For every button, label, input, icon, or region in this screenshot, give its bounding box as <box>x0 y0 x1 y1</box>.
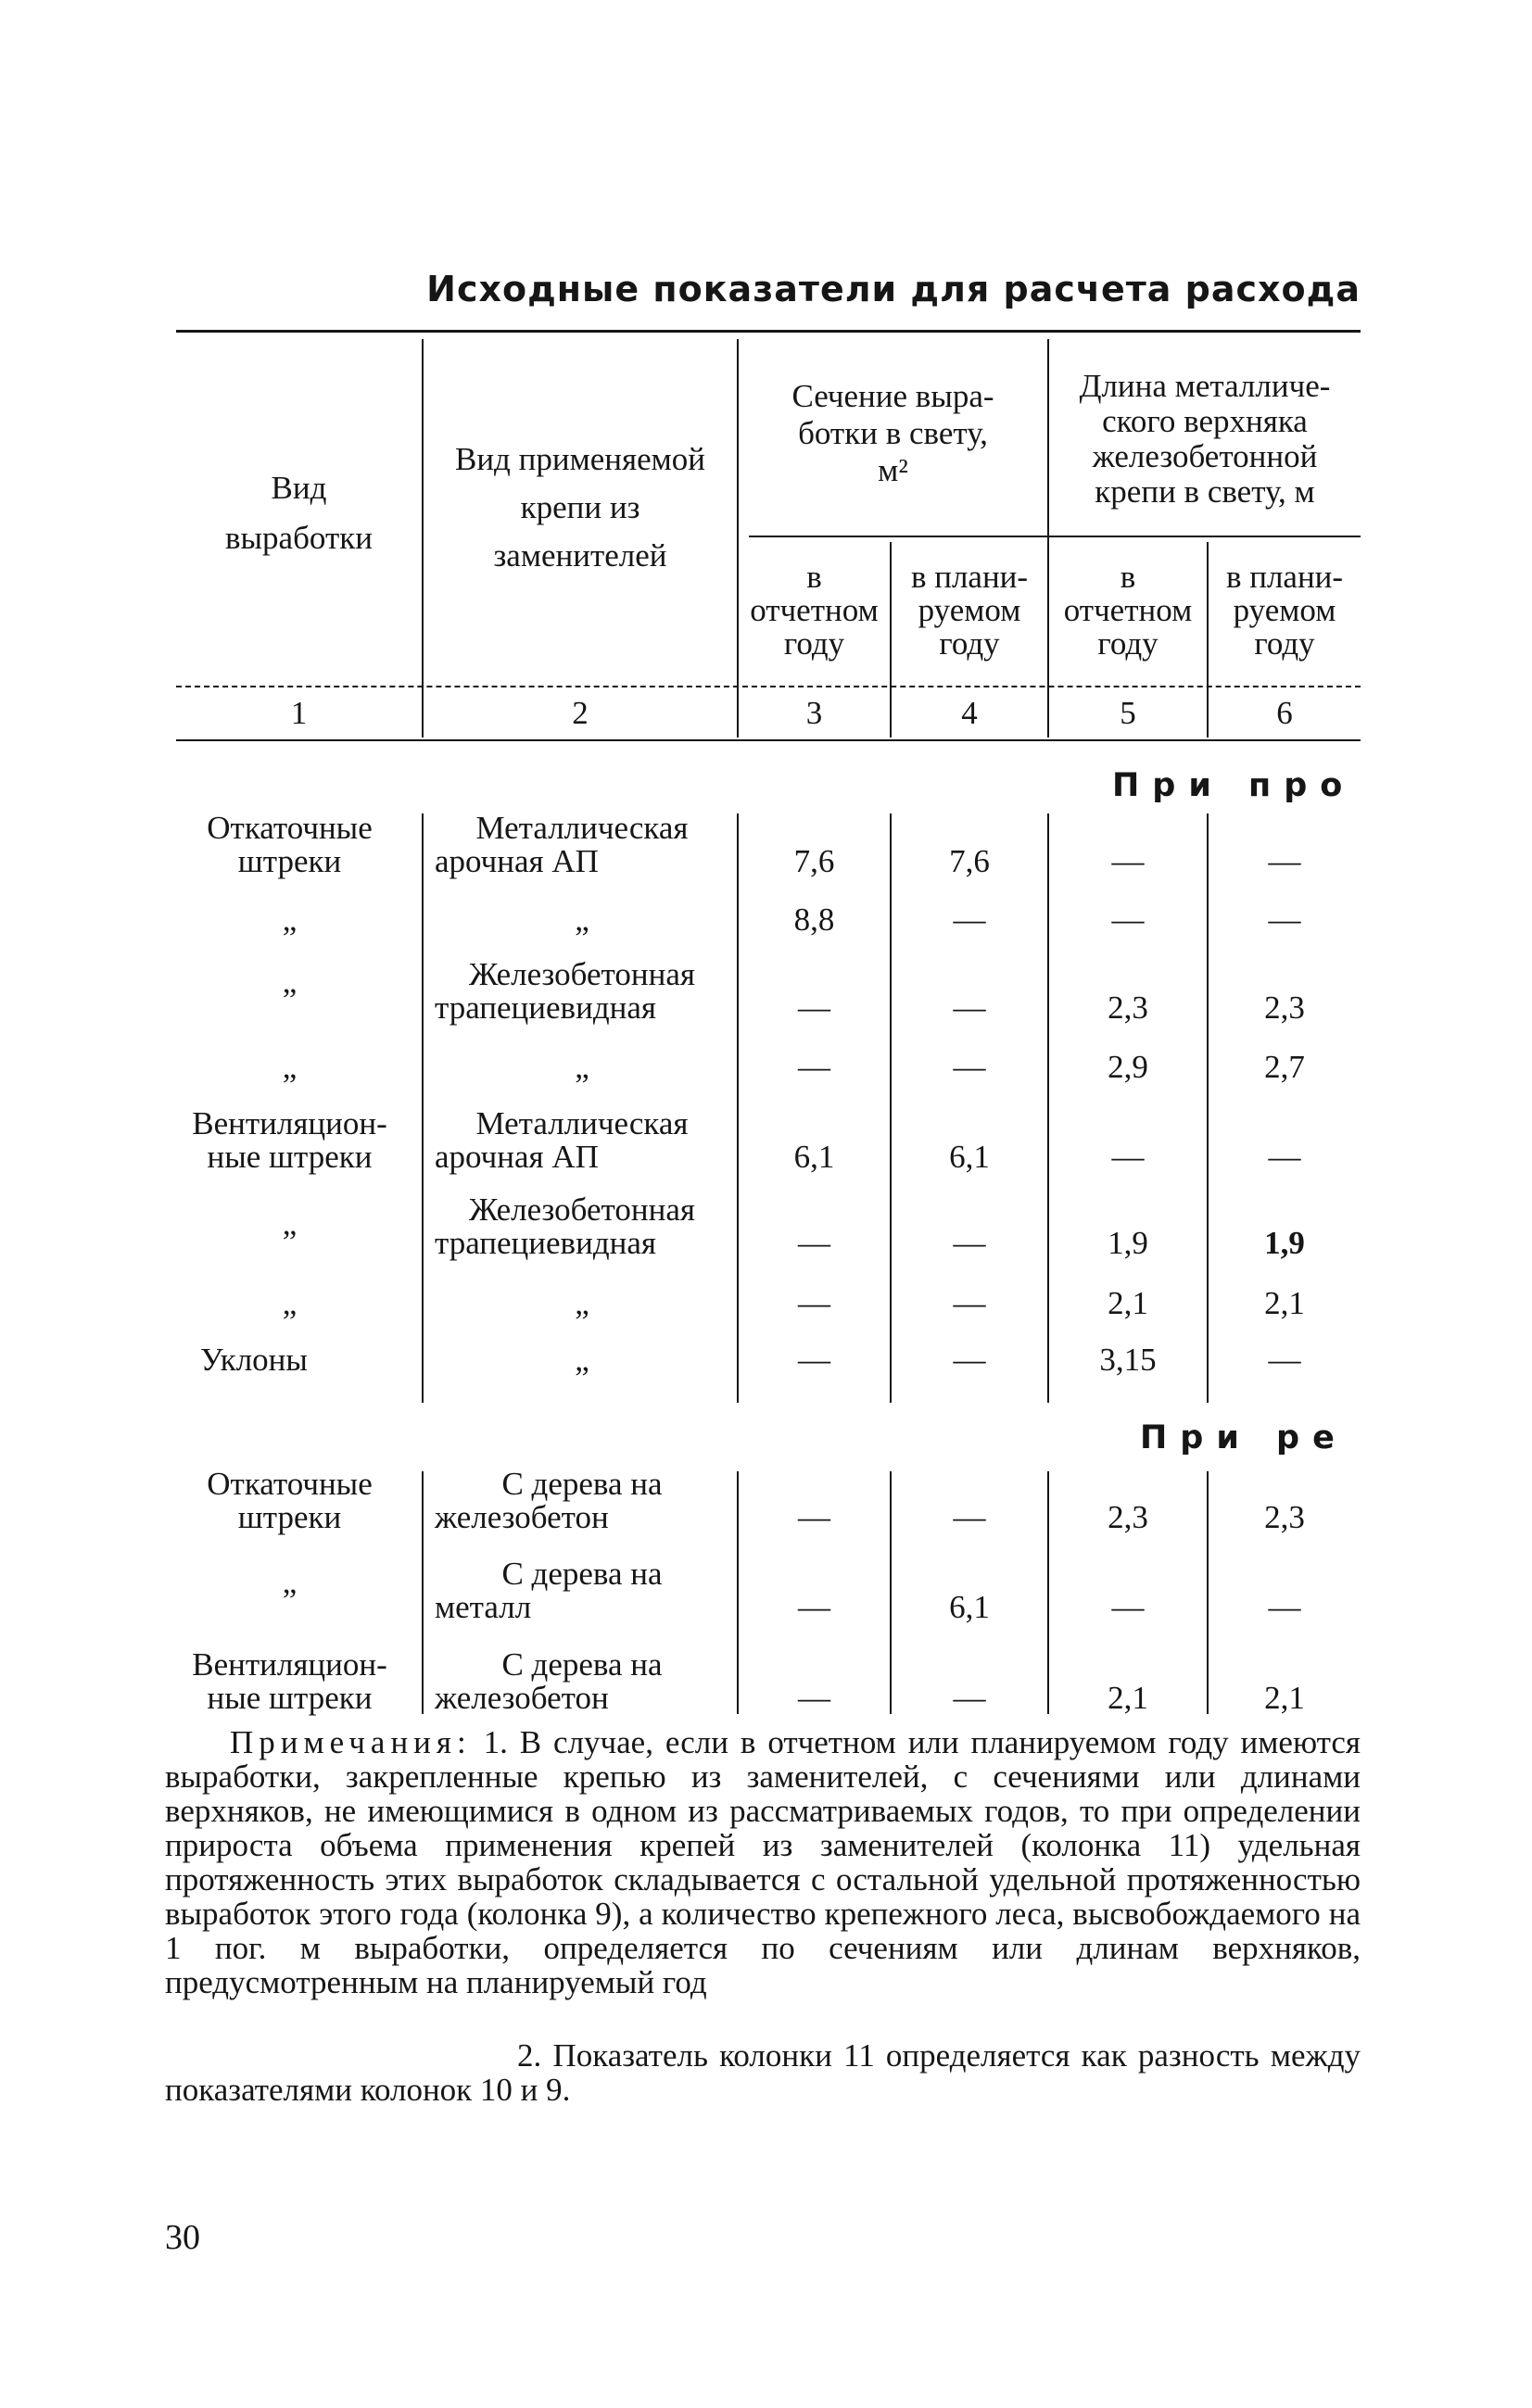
table-cell: 6,1 <box>949 1589 990 1625</box>
header-sub-report: в отчетном году <box>750 559 879 662</box>
table-cell: — <box>953 1049 986 1085</box>
table-cell: — <box>1111 1589 1145 1625</box>
table-cell: — <box>1268 1589 1301 1625</box>
header-col1: Вид выработки <box>225 470 373 556</box>
table-row-support: „ <box>575 901 589 938</box>
table-cell: 3,15 <box>1099 1342 1157 1378</box>
notes-heading: Примечания: <box>230 1724 472 1760</box>
table-cell: 1,9 <box>1108 1225 1148 1261</box>
table-cell: — <box>953 1285 986 1321</box>
col-number: 4 <box>961 695 978 731</box>
notes-block-2 <box>165 2038 1361 2107</box>
table-row-support: С дерева на железобетон <box>435 1646 663 1716</box>
table-cell: — <box>798 1499 830 1535</box>
table-row-support: Металлическая арочная АП <box>435 810 689 879</box>
table-cell: — <box>798 1342 830 1378</box>
note-1: 1. В случае, если в отчетном или планируемом году имеются выработки, закрепленные крепью из заменителей, с сечениями или длинами верхняков, не имеющимися в одном из рассматриваемых годов, то при определении прироста объема применения крепей из заменителей (колонка 11) удельная протяженность этих выработок складывается с остальной удельной протяженностью выработок этого года (колонка 9), а количество крепежного леса, высвобождаемого на 1 пог. м выработки, определяется по сечениям или длинам верхняков, предусмотренным на планируемый год <box>165 1724 1361 2000</box>
table-cell: — <box>1111 1139 1145 1175</box>
table-cell: 8,8 <box>793 901 835 938</box>
header-section-group: Сечение выра- ботки в свету, м² <box>791 378 994 488</box>
table-row-support: „ <box>575 1342 589 1378</box>
table-row-support: Железобетонная трапециевидная <box>435 956 695 1026</box>
table-row-type: Уклоны <box>200 1342 308 1378</box>
table-cell: 2,3 <box>1108 1499 1148 1535</box>
table-cell: 2,3 <box>1264 1499 1305 1535</box>
table-cell: 2,3 <box>1264 990 1305 1026</box>
table-cell: — <box>1111 843 1145 879</box>
table-cell: 2,3 <box>1108 990 1148 1026</box>
table-row-type: „ <box>282 1205 298 1242</box>
table-cell: — <box>798 990 830 1026</box>
table-cell: — <box>1268 901 1301 938</box>
table-cell: — <box>953 901 986 938</box>
table-row-support: С дерева на металл <box>435 1556 663 1625</box>
table-cell: 2,1 <box>1108 1285 1148 1321</box>
table-row-support: „ <box>575 1285 589 1321</box>
table-row-type: „ <box>282 901 298 938</box>
table-cell: 2,1 <box>1264 1680 1305 1716</box>
table-cell: — <box>1268 843 1301 879</box>
table-cell: 2,1 <box>1108 1680 1148 1716</box>
col-number: 1 <box>290 695 308 731</box>
table-cell: — <box>953 990 986 1026</box>
table-cell: — <box>798 1285 830 1321</box>
col-number: 3 <box>805 695 823 731</box>
col-number: 2 <box>572 695 589 731</box>
col-number: 6 <box>1276 695 1293 731</box>
header-col2: Вид применяемой крепи из заменителей <box>454 441 706 574</box>
section-label: При ре <box>1140 1419 1348 1456</box>
table-cell: — <box>953 1499 986 1535</box>
header-bottom-rule <box>176 686 1361 687</box>
header-sub-plan: в плани- руемом году <box>910 559 1029 662</box>
table-cell: — <box>1268 1342 1301 1378</box>
table-cell: — <box>798 1049 830 1085</box>
table-cell: 1,9 <box>1264 1225 1305 1261</box>
table-cell: 7,6 <box>793 843 835 879</box>
table-top-rule <box>176 330 1361 333</box>
table-cell: 6,1 <box>949 1139 990 1175</box>
page-number: 30 <box>165 2218 200 2257</box>
col-number: 5 <box>1120 695 1136 731</box>
table-cell: — <box>798 1589 830 1625</box>
table-row-type: „ <box>282 1285 298 1321</box>
header-sub-report: в отчетном году <box>1063 559 1193 662</box>
table-cell: — <box>798 1225 830 1261</box>
table-cell: — <box>953 1680 986 1716</box>
page-title: Исходные показатели для расчета расхода <box>426 269 1361 309</box>
table-row-type: Вентиляцион- ные штреки <box>192 1105 387 1175</box>
section-label: При про <box>1112 767 1356 804</box>
table-row-support: Железобетонная трапециевидная <box>435 1191 695 1261</box>
colnum-bottom-rule <box>176 739 1361 741</box>
table-cell: 2,7 <box>1264 1049 1305 1085</box>
table-cell: — <box>953 1225 986 1261</box>
table-row-type: Вентиляцион- ные штреки <box>192 1646 387 1716</box>
table-row-type: „ <box>282 1564 298 1600</box>
table-row-type: Откаточные штреки <box>207 810 373 879</box>
table-row-support: С дерева на железобетон <box>435 1466 663 1535</box>
body-vline <box>422 813 424 1403</box>
table-cell: 2,1 <box>1264 1285 1305 1321</box>
table-row-type: „ <box>282 964 298 1000</box>
table-cell: — <box>798 1680 830 1716</box>
note-2: 2. Показатель колонки 11 определяется как разность между показателями колонок 10 и 9. <box>165 2037 1361 2108</box>
table-cell: 6,1 <box>793 1139 835 1175</box>
header-sub-plan: в плани- руемом году <box>1225 559 1344 662</box>
table-row-support: „ <box>575 1049 589 1085</box>
table-row-type: „ <box>282 1049 298 1085</box>
notes-block <box>165 1725 1361 1999</box>
table-cell: — <box>953 1342 986 1378</box>
table-cell: — <box>1268 1139 1301 1175</box>
table-cell: 2,9 <box>1108 1049 1148 1085</box>
table-cell: — <box>1111 901 1145 938</box>
table-cell: 7,6 <box>949 843 990 879</box>
body-vline <box>422 1471 424 1714</box>
group-rule <box>749 536 1361 537</box>
table-row-support: Металлическая арочная АП <box>435 1105 689 1175</box>
header-length-group: Длина металличе- ского верхняка железобетонной крепи в свету, м <box>1079 368 1331 510</box>
table-row-type: Откаточные штреки <box>207 1466 373 1535</box>
